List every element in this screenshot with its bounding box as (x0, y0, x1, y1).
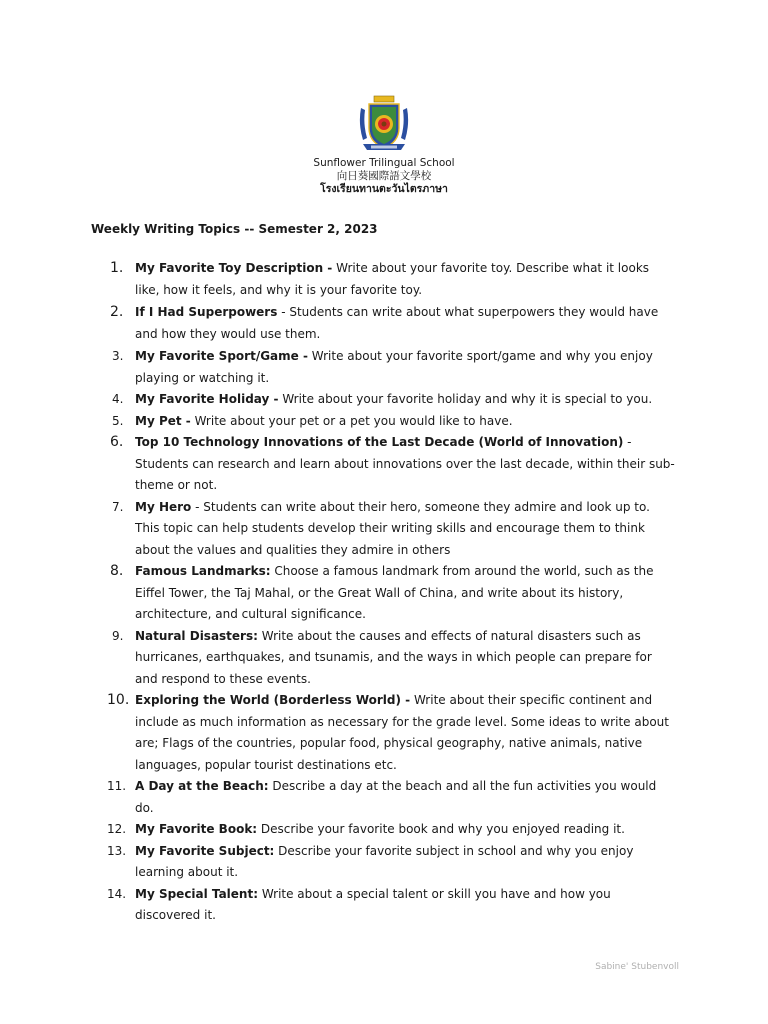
list-item (0, 841, 675, 884)
list-item (0, 690, 675, 776)
topic-title: My Favorite Holiday - (135, 392, 279, 406)
topics-list (0, 258, 768, 927)
topic-description: Write about the causes and effects of natural disasters such as hurricanes, earthquakes, and tsunamis, and the ways in which people can prepare for and respond to these events. (135, 628, 652, 686)
topic-description: - Students can research and learn about innovations over the last decade, within their sub-theme or not. (135, 435, 675, 492)
list-item (0, 497, 675, 562)
school-name-thai: โรงเรียนทานตะวันไตรภาษา (320, 183, 448, 195)
topic-title: My Favorite Toy Description - (135, 261, 333, 275)
topic-description: Describe your favorite book and why you enjoyed reading it. (257, 822, 625, 836)
school-name-english: Sunflower Trilingual School (313, 157, 455, 169)
list-number: 1. (110, 260, 124, 276)
school-crest-logo (355, 94, 413, 154)
topic-description: Write about your favorite sport/game and why you enjoy playing or watching it. (135, 349, 653, 385)
topic-description: Write about your favorite holiday and why it is special to you. (278, 392, 653, 406)
list-item (0, 819, 675, 841)
topic-title: Exploring the World (Borderless World) - (135, 693, 411, 707)
school-header (0, 94, 768, 196)
topic-description: Write about their specific continent and include as much information as necessary for the grade level. Some ideas to write about are; Flags of the countries, popular food, physical geography, native animals, native languages, popular tourist destinations etc. (135, 693, 669, 772)
topic-title: My Favorite Book: (135, 822, 258, 836)
topic-description: Write about your pet or a pet you would like to have. (190, 413, 513, 428)
list-item (0, 776, 675, 819)
list-item (0, 302, 675, 345)
list-number: 11. (107, 779, 127, 793)
list-number: 8. (110, 563, 124, 579)
list-number: 5. (112, 413, 124, 428)
list-item (0, 561, 675, 626)
topic-title: My Favorite Sport/Game - (135, 349, 308, 363)
topic-title: Natural Disasters: (135, 628, 258, 643)
list-item (0, 346, 675, 389)
list-number: 3. (112, 349, 124, 363)
list-number: 6. (110, 434, 124, 450)
topic-title: Famous Landmarks: (135, 564, 271, 578)
school-name-chinese: 向日葵國際語文學校 (336, 170, 432, 182)
topic-description: Write about your favorite toy. Describe what it looks like, how it feels, and why it is your favorite toy. (135, 261, 650, 297)
list-item (0, 626, 675, 691)
list-number: 14. (107, 886, 127, 901)
topic-title: My Special Talent: (135, 886, 258, 901)
list-number: 9. (112, 628, 124, 643)
list-number: 7. (112, 499, 124, 514)
topic-title: My Pet - (135, 413, 191, 428)
topic-title: If I Had Superpowers (135, 305, 278, 319)
list-item (0, 884, 675, 927)
list-item (0, 258, 675, 301)
topic-description: Describe your favorite subject in school and why you enjoy learning about it. (135, 843, 634, 879)
topic-title: A Day at the Beach: (135, 779, 269, 793)
list-number: 2. (110, 304, 124, 320)
topic-title: My Hero (135, 499, 192, 514)
topic-description: - Students can write about what superpowers they would have and how they would use them. (135, 305, 659, 341)
list-number: 12. (107, 822, 127, 836)
page-title: Weekly Writing Topics -- Semester 2, 2023 (91, 222, 378, 236)
topic-description: Choose a famous landmark from around the world, such as the Eiffel Tower, the Taj Mahal, or the Great Wall of China, and write about its history, architecture, and cultural significance. (135, 564, 654, 621)
list-item (0, 411, 675, 433)
list-number: 4. (112, 392, 124, 406)
author-signature: Sabine' Stubenvoll (595, 962, 679, 972)
list-item (0, 389, 675, 411)
topic-title: My Favorite Subject: (135, 843, 275, 858)
topic-description: - Students can write about their hero, someone they admire and look up to. This topic can help students develop their writing skills and encourage them to think about the values and qualities they admire in others (135, 499, 650, 557)
topic-description: Describe a day at the beach and all the fun activities you would do. (135, 779, 657, 815)
list-number: 10. (107, 692, 130, 708)
topic-description: Write about a special talent or skill you have and how you discovered it. (135, 886, 611, 922)
topic-title: Top 10 Technology Innovations of the Last Decade (World of Innovation) (135, 435, 624, 449)
list-item (0, 432, 675, 497)
list-number: 13. (107, 843, 127, 858)
